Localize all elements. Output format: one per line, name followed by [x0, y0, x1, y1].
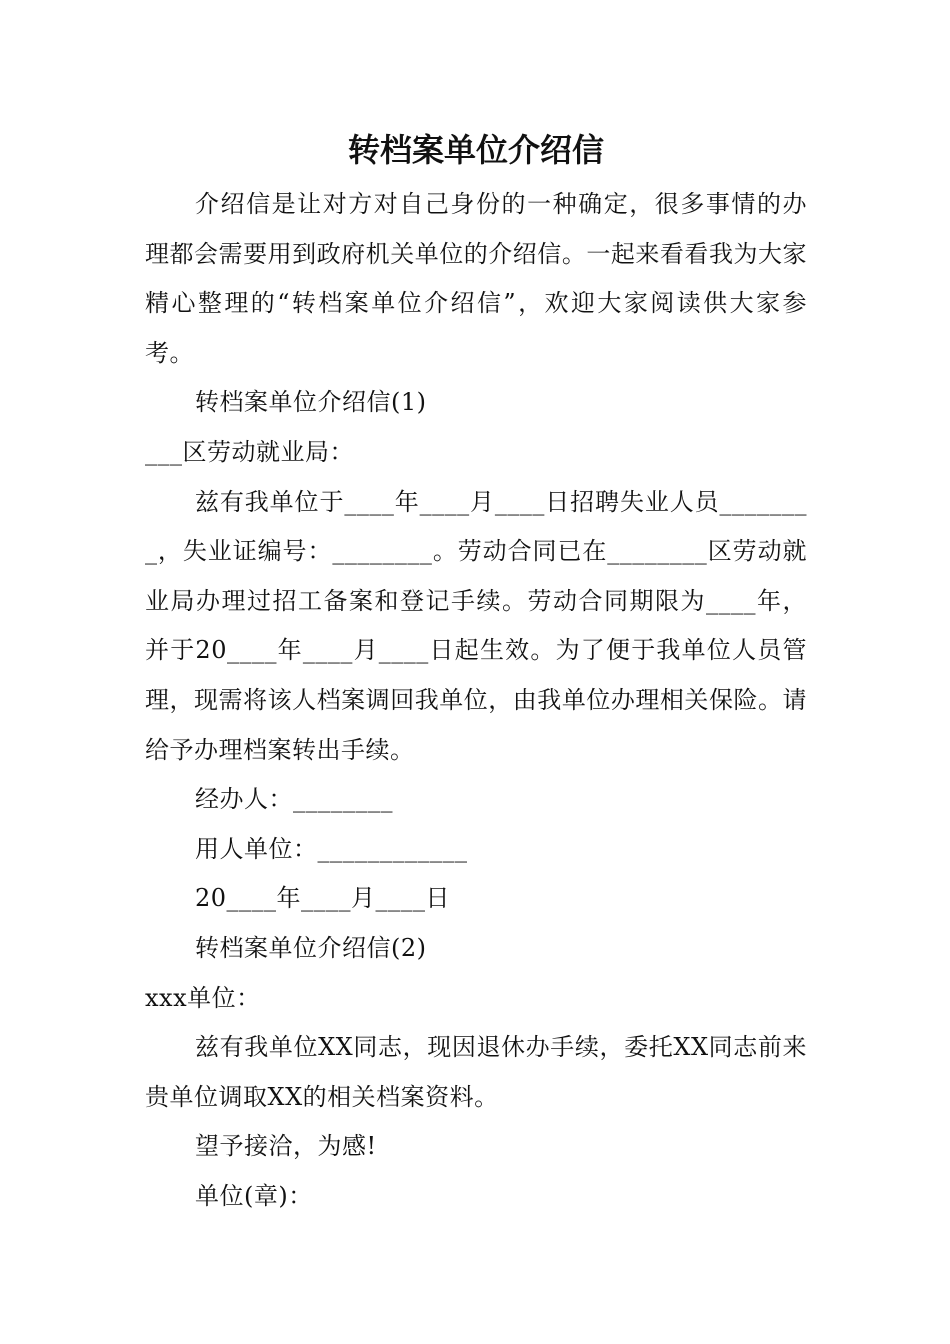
letter1-body: 兹有我单位于____年____月____日招聘失业人员________，失业证编号：________。劳动合同已在________区劳动就业局办理过招工备案和登记手续。劳动合同期限为____年，并于20____年____月____日起生效。为了便于我单位人员管理，现需将该人档案调回我单位，由我单位办理相关保险。请给予办理档案转出手续。 — [145, 487, 807, 764]
letter2-heading: 转档案单位介绍信(2) — [195, 933, 427, 962]
letter2-salutation: xxx单位： — [145, 983, 261, 1012]
letter2-body: 兹有我单位XX同志，现因退休办手续，委托XX同志前来贵单位调取XX的相关档案资料。 — [145, 1033, 807, 1111]
letter2-closing: 望予接洽，为感! — [195, 1132, 377, 1161]
letter1-date: 20____年____月____日 — [195, 884, 451, 913]
letter2-seal: 单位(章)： — [195, 1181, 313, 1210]
letter1-employer: 用人单位：____________ — [195, 834, 468, 863]
document-page — [145, 122, 807, 1221]
intro-paragraph: 介绍信是让对方对自己身份的一种确定，很多事情的办理都会需要用到政府机关单位的介绍信。一起来看看我为大家精心整理的“转档案单位介绍信”，欢迎大家阅读供大家参考。 — [145, 190, 807, 367]
letter1-salutation: ___区劳动就业局： — [145, 437, 354, 466]
document-title: 转档案单位介绍信 — [347, 131, 604, 169]
letter1-heading: 转档案单位介绍信(1) — [195, 388, 427, 417]
letter1-handler: 经办人：________ — [195, 785, 393, 814]
